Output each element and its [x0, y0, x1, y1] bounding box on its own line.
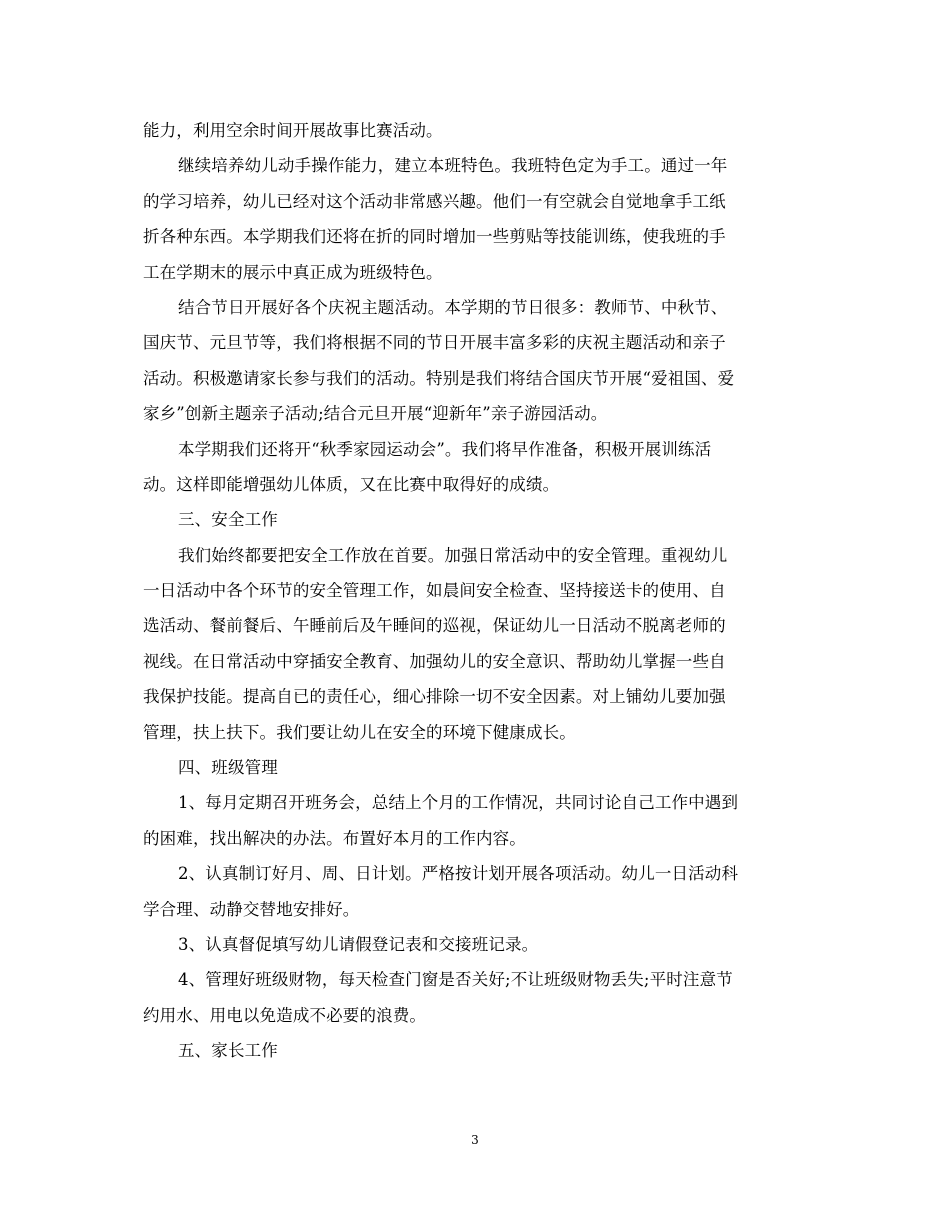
- text-line: 选活动、餐前餐后、午睡前后及午睡间的巡视，保证幼儿一日活动不脱离老师的: [143, 616, 726, 636]
- text-line: 家乡”创新主题亲子活动;结合元旦开展“迎新年”亲子游园活动。: [143, 404, 608, 424]
- text-line: 视线。在日常活动中穿插安全教育、加强幼儿的安全意识、帮助幼儿掌握一些自: [143, 651, 726, 671]
- text-line: 一日活动中各个环节的安全管理工作，如晨间安全检查、坚持接送卡的使用、自: [143, 581, 726, 601]
- text-line: 4、管理好班级财物，每天检查门窗是否关好;不让班级财物丢失;平时注意节: [178, 970, 733, 990]
- text-line: 四、班级管理: [178, 758, 278, 778]
- text-line: 2、认真制订好月、周、日计划。严格按计划开展各项活动。幼儿一日活动科: [178, 864, 739, 884]
- document-body: [143, 113, 810, 1069]
- text-line: 的学习培养，幼儿已经对这个活动非常感兴趣。他们一有空就会自觉地拿手工纸: [143, 191, 726, 211]
- page-number: 3: [471, 1133, 479, 1147]
- text-line: 我保护技能。提高自已的责任心，细心排除一切不安全因素。对上铺幼儿要加强: [143, 687, 726, 707]
- text-line: 的困难，找出解决的办法。布置好本月的工作内容。: [143, 828, 526, 848]
- text-line: 动。这样即能增强幼儿体质，又在比赛中取得好的成绩。: [143, 474, 560, 494]
- text-line: 约用水、用电以免造成不必要的浪费。: [143, 1005, 427, 1025]
- text-line: 结合节日开展好各个庆祝主题活动。本学期的节日很多：教师节、中秋节、: [178, 297, 728, 317]
- text-line: 1、每月定期召开班务会，总结上个月的工作情况，共同讨论自己工作中遇到: [178, 793, 739, 813]
- text-line: 我们始终都要把安全工作放在首要。加强日常活动中的安全管理。重视幼儿: [178, 545, 728, 565]
- text-line: 国庆节、元旦节等，我们将根据不同的节日开展丰富多彩的庆祝主题活动和亲子: [143, 333, 726, 353]
- text-line: 工在学期末的展示中真正成为班级特色。: [143, 262, 443, 282]
- text-line: 活动。积极邀请家长参与我们的活动。特别是我们将结合国庆节开展“爱祖国、爱: [143, 368, 735, 388]
- text-line: 本学期我们还将开“秋季家园运动会”。我们将早作准备，积极开展训练活: [178, 439, 712, 459]
- text-line: 继续培养幼儿动手操作能力，建立本班特色。我班特色定为手工。通过一年: [178, 156, 728, 176]
- text-line: 管理，扶上扶下。我们要让幼儿在安全的环境下健康成长。: [143, 722, 576, 742]
- text-line: 五、家长工作: [178, 1041, 278, 1061]
- text-line: 学合理、动静交替地安排好。: [143, 899, 360, 919]
- text-line: 能力，利用空余时间开展故事比赛活动。: [143, 121, 443, 140]
- text-line: 折各种东西。本学期我们还将在折的同时增加一些剪贴等技能训练，使我班的手: [143, 227, 726, 247]
- text-line: 三、安全工作: [178, 510, 278, 530]
- text-line: 3、认真督促填写幼儿请假登记表和交接班记录。: [178, 934, 539, 954]
